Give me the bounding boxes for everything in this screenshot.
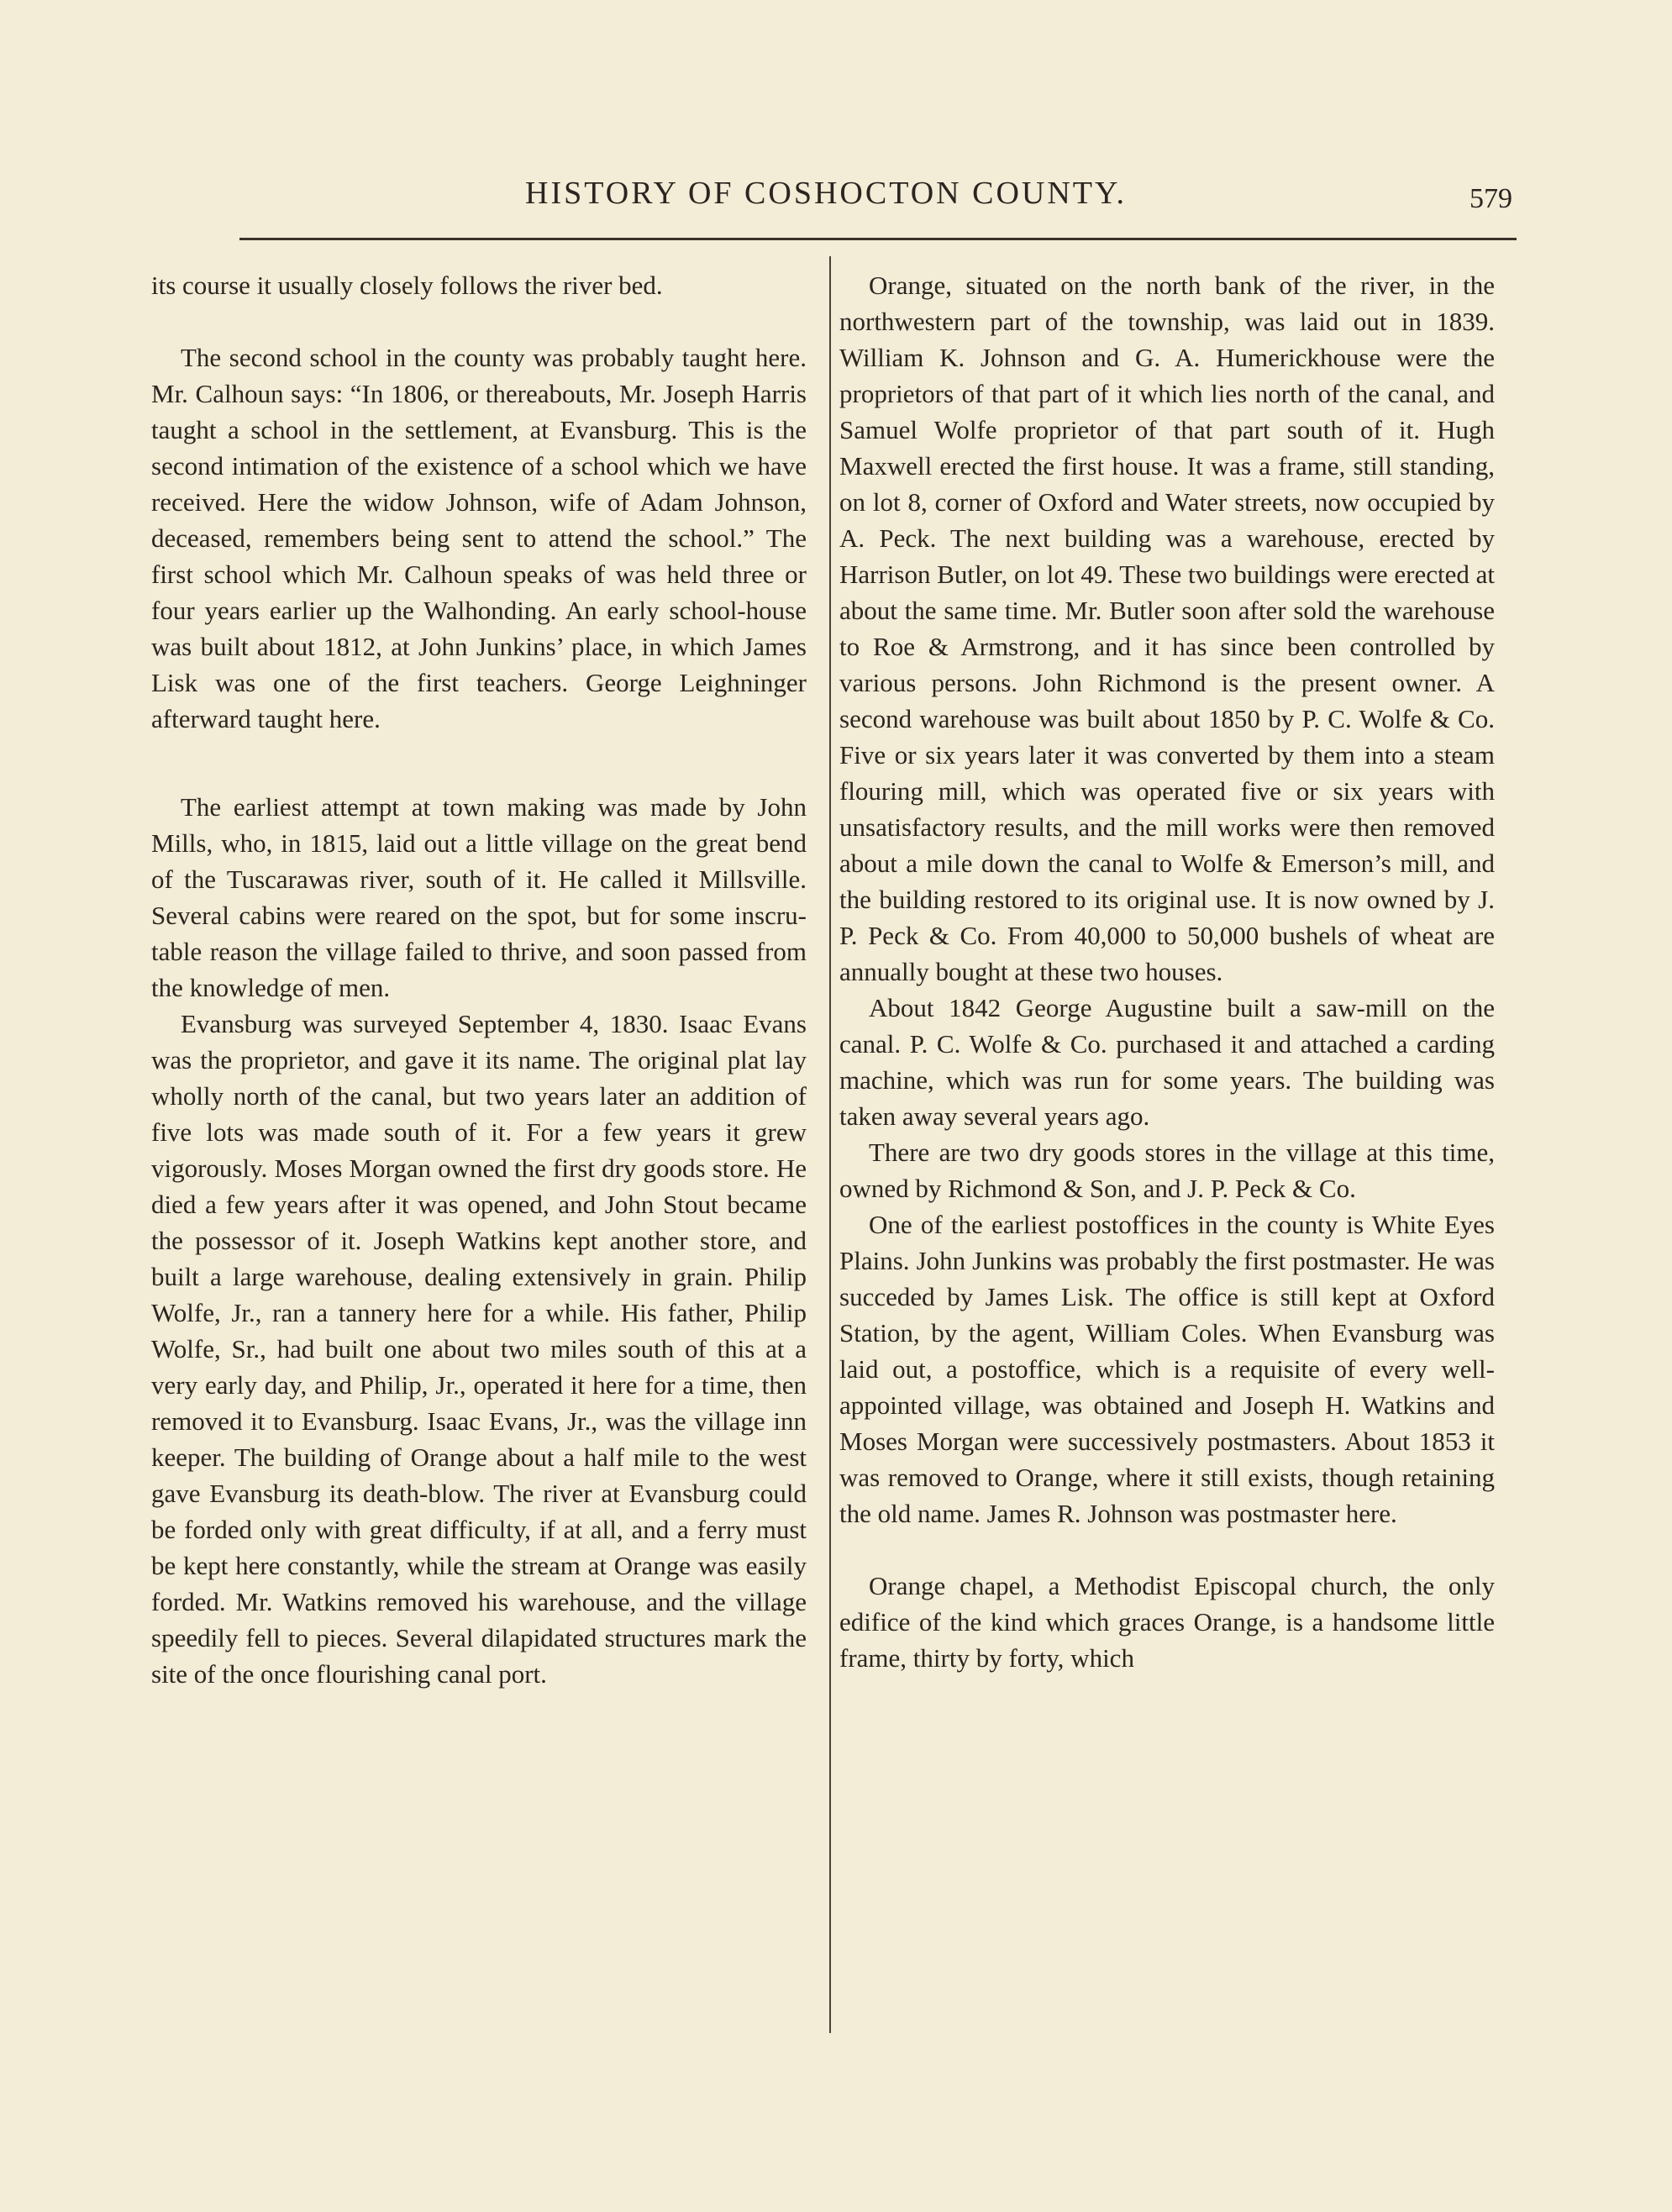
page-header xyxy=(239,175,1525,225)
paragraph: There are two dry goods stores in the village at this time, owned by Richmond & Son, and J. P. Peck & Co. xyxy=(839,1138,1495,1203)
paragraph: The earliest attempt at town making was made by John Mills, who, in 1815, laid out a little village on the great bend of the Tuscarawas river, south of it. He called it Millsville. Several cabins were reared on the spot, but for some inscrutable reason the village failed to thrive, and soon passed from the knowledge of men. xyxy=(151,792,807,1002)
paragraph: Orange, situated on the north bank of the river, in the northwestern part of the township, was laid out in 1839. William K. Johnson and G. A. Humerickhouse were the proprietors of that part of it which lies north of the canal, and Samuel Wolfe proprietor of that part south of it. Hugh Maxwell erected the first house. It was a frame, still standing, on lot 8, corner of Oxford and Water streets, now occupied by A. Peck. The next building was a warehouse, erected by Harrison Butler, on lot 49. These two buildings were erected at about the same time. Mr. Butler soon after sold the warehouse to Roe & Armstrong, and it has since been controlled by various persons. John Richmond is the present owner. A second warehouse was built about 1850 by P. C. Wolfe & Co. Five or six years later it was converted by them into a steam flouring mill, which was operated five or six years with unsatisfactory results, and the mill works were then removed about a mile down the canal to Wolfe & Emerson’s mill, and the building restored to its original use. It is now owned by J. P. Peck & Co. From 40,000 to 50,000 bushels of wheat are annually bought at these two houses. xyxy=(839,271,1495,986)
header-rule xyxy=(239,238,1517,240)
paragraph: Orange chapel, a Methodist Episcopal church, the only edifice of the kind which graces Orange, is a handsome little frame, thirty by forty, which xyxy=(839,1571,1495,1673)
paragraph: One of the earliest postoffices in the county is White Eyes Plains. John Junkins was probably the first postmaster. He was succeded by James Lisk. The office is still kept at Oxford Station, by the agent, William Coles. When Evansburg was laid out, a postoffice, which is a requisite of every well-appointed village, was obtained and Joseph H. Watkins and Moses Morgan were successively postmasters. About 1853 it was removed to Orange, where it still exists, though retaining the old name. James R. Johnson was postmaster here. xyxy=(839,1210,1495,1528)
paragraph: About 1842 George Augustine built a saw-mill on the canal. P. C. Wolfe & Co. purchased it and attached a carding machine, which was run for some years. The building was taken away several years ago. xyxy=(839,993,1495,1131)
running-head: HISTORY OF COSHOCTON COUNTY. xyxy=(525,176,1128,211)
paragraph: The second school in the county was probably taught here. Mr. Calhoun says: “In 1806, or thereabouts, Mr. Joseph Harris taught a school in the settlement, at Evansburg. This is the second intimation of the existence of a school which we have received. Here the widow Johnson, wife of Adam Johnson, deceased, remembers being sent to attend the school.” The first school which Mr. Calhoun speaks of was held three or four years earlier up the Walhonding. An early school-house was built about 1812, at John Junkins’ place, in which James Lisk was one of the first teachers. George Leighninger afterward taught here. xyxy=(151,343,807,733)
paragraph: its course it usually closely follows the river bed. xyxy=(151,271,663,300)
left-column xyxy=(151,267,807,1692)
column-divider xyxy=(829,256,831,2033)
paragraph: Evansburg was surveyed September 4, 1830. Isaac Evans was the proprietor, and gave it its name. The original plat lay wholly north of the canal, but two years later an addition of five lots was made south of it. For a few years it grew vigorously. Moses Morgan owned the first dry goods store. He died a few years after it was opened, and John Stout became the possessor of it. Joseph Watkins kept another store, and built a large warehouse, dealing extensively in grain. Philip Wolfe, Jr., ran a tannery here for a while. His father, Philip Wolfe, Sr., had built one about two miles south of this at a very early day, and Philip, Jr., operated it here for a time, then removed it to Evansburg. Isaac Evans, Jr., was the village inn keeper. The building of Orange about a half mile to the west gave Evansburg its death-blow. The river at Evansburg could be forded only with great difficulty, if at all, and a ferry must be kept here constantly, while the stream at Orange was easily forded. Mr. Watkins removed his warehouse, and the village speedily fell to pieces. Several dilapidated structures mark the site of the once flourishing canal port. xyxy=(151,1009,807,1689)
page-number: 579 xyxy=(1470,183,1512,214)
right-column xyxy=(839,267,1495,1676)
